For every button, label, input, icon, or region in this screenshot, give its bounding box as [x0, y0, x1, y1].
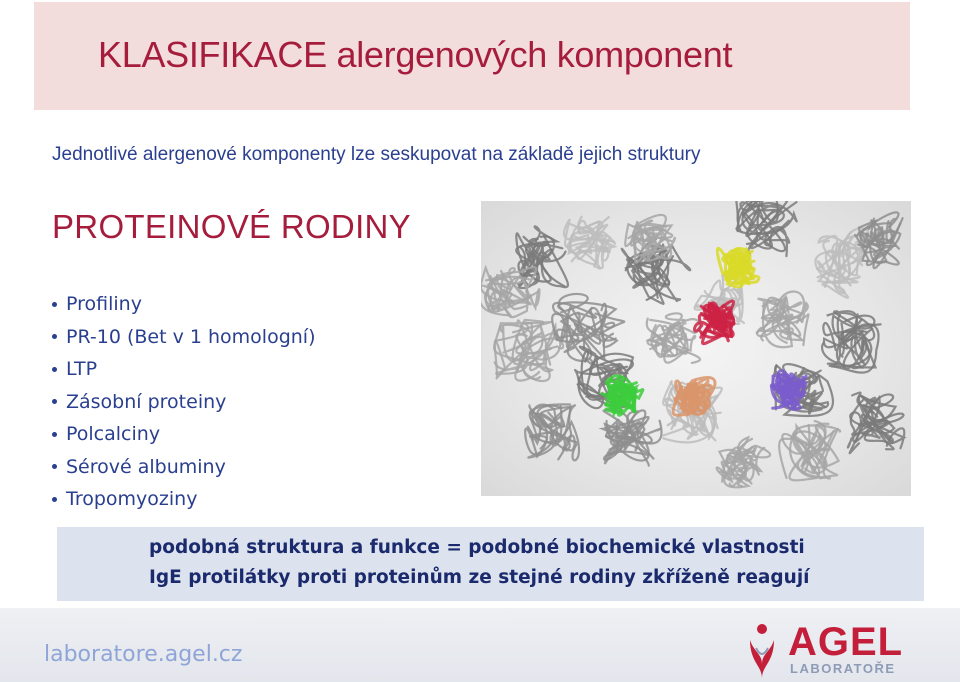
bullet-icon: [52, 432, 57, 437]
protein-ribbon: [855, 212, 903, 268]
slide-title: KLASIFIKACE alergenových komponent: [98, 34, 733, 75]
list-item: [52, 418, 316, 451]
bullet-icon: [52, 399, 57, 404]
list-item-label: Profiliny: [66, 293, 142, 315]
protein-ribbon: [564, 217, 615, 269]
note-line-1: podobná struktura a funkce = podobné biochemické vlastnosti: [149, 537, 805, 558]
list-item: [52, 288, 316, 321]
intro-text: Jednotlivé alergenové komponenty lze seskupovat na základě jejich struktury: [52, 144, 701, 165]
protein-ribbon: [779, 421, 840, 480]
bullet-icon: [52, 302, 57, 307]
protein-ribbon: [525, 404, 579, 460]
protein-ribbon: [848, 393, 904, 454]
agel-logo-mark-icon: [746, 622, 784, 678]
agel-logo: [746, 620, 916, 680]
protein-ribbon: [694, 301, 734, 344]
list-item: [52, 483, 316, 516]
note-line-2: IgE protilátky proti proteinům ze stejné rodiny zkříženě reagují: [149, 567, 810, 588]
list-item-label: Zásobní proteiny: [66, 390, 227, 413]
bullet-icon: [52, 367, 57, 372]
protein-family-list: [52, 288, 316, 516]
protein-ribbon: [822, 311, 881, 373]
list-item: [52, 321, 316, 354]
bullet-icon: [52, 334, 57, 339]
logo-name: AGEL: [788, 620, 904, 664]
bullet-icon: [52, 464, 57, 469]
bullet-icon: [52, 497, 57, 502]
logo-subtitle: LABORATOŘE: [790, 661, 896, 676]
list-item-label: Polcalciny: [66, 423, 161, 445]
list-item-label: PR-10 (Bet v 1 homologní): [66, 325, 316, 348]
list-item: [52, 353, 316, 386]
section-title: PROTEINOVÉ RODINY: [52, 208, 411, 245]
note-box: [57, 527, 924, 601]
protein-illustration: [481, 201, 911, 496]
footer: [0, 608, 960, 682]
protein-structures-image: [481, 201, 911, 496]
protein-ribbon: [757, 292, 809, 348]
list-item: [52, 386, 316, 419]
list-item-label: Tropomyoziny: [66, 488, 198, 510]
protein-ribbon: [647, 313, 700, 362]
list-item-label: Sérové albuminy: [66, 455, 226, 478]
protein-ribbon: [602, 410, 661, 466]
list-item: [52, 451, 316, 484]
protein-ribbon: [717, 437, 771, 487]
list-item-label: LTP: [66, 358, 98, 380]
protein-ribbon: [603, 376, 643, 415]
footer-url-link[interactable]: laboratore.agel.cz: [44, 642, 243, 667]
protein-ribbon: [736, 201, 797, 256]
